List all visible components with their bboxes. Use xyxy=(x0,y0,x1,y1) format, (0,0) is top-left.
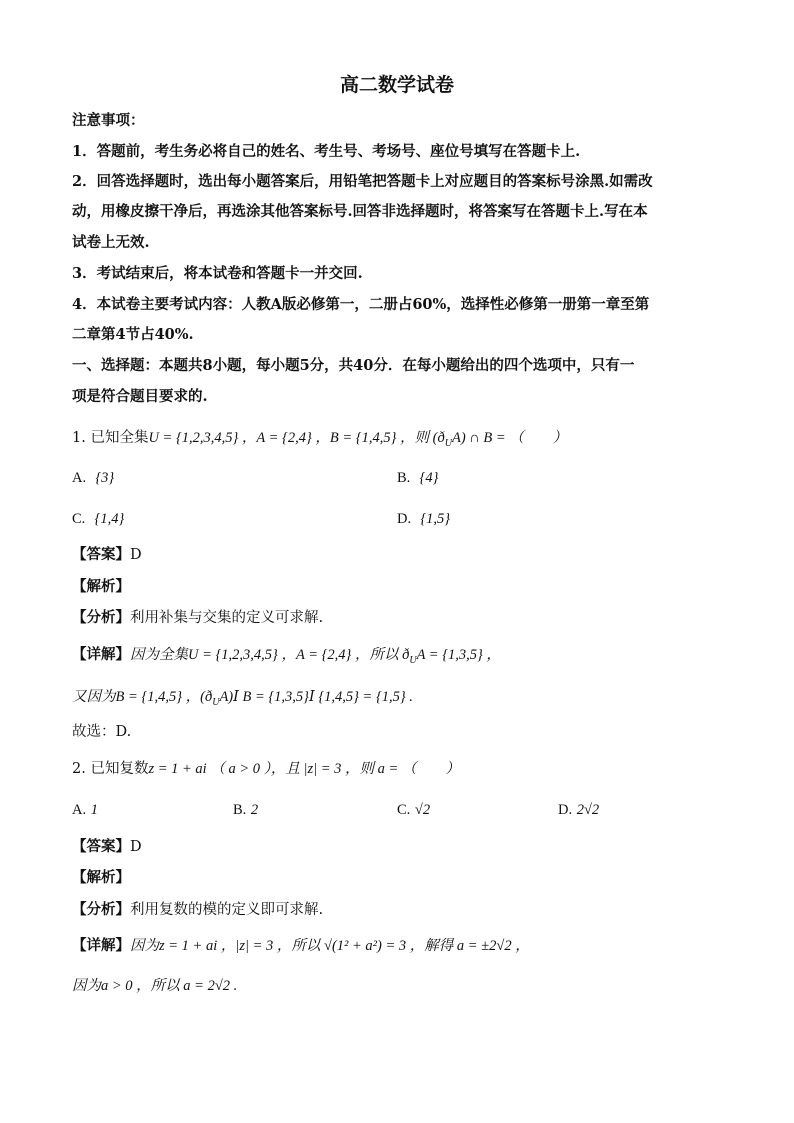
question-2-xiangjie xyxy=(72,936,530,956)
option-label: B. xyxy=(397,470,411,486)
xiangjie-text-2: 因为a > 0 ，所以 a = 2√2 . xyxy=(72,978,238,994)
xiangjie-text: 因为全集U = {1,2,3,4,5} ，A = {2,4} ，所以 ð xyxy=(130,647,410,663)
question-1-expr: U = {1,2,3,4,5} ，A = {2,4} ，B = {1,4,5} ，则 (ð xyxy=(148,430,445,446)
notice-item: 二章第4节占40%. xyxy=(72,326,194,343)
option-value: {1,4} xyxy=(94,511,125,527)
option-label: C. xyxy=(397,802,411,818)
xiangjie-tag: 【详解】 xyxy=(72,937,130,954)
notice-item: 4．本试卷主要考试内容：人教A版必修第一，二册占60%，选择性必修第一册第一章至第 xyxy=(72,296,650,313)
answer-tag: 【答案】 xyxy=(72,546,130,563)
notice-item: 3．考试结束后，将本试卷和答题卡一并交回. xyxy=(72,265,363,282)
question-2-option-a xyxy=(72,800,98,820)
notice-item: 动，用橡皮擦干净后，再选涂其他答案标号.回答非选择题时，将答案写在答题卡上.写在本 xyxy=(72,203,648,220)
question-1-conclusion: 故选：D. xyxy=(72,724,132,740)
question-2-option-c xyxy=(397,800,430,820)
question-1-fenxi xyxy=(72,608,323,628)
notice-item: 2．回答选择题时，选出每小题答案后，用铅笔把答题卡上对应题目的答案标号涂黑.如需改 xyxy=(72,173,653,190)
answer-value: D xyxy=(130,547,142,563)
xiangjie-end: A = {1,3,5} ， xyxy=(416,647,501,663)
question-1-stem xyxy=(72,428,567,454)
option-value: 1 xyxy=(90,802,98,818)
analysis-tag: 【解析】 xyxy=(72,869,130,886)
option-label: B. xyxy=(233,802,247,818)
fenxi-tag: 【分析】 xyxy=(72,609,130,626)
page-title: 高二数学试卷 xyxy=(339,74,454,96)
section-heading-cont: 项是符合题目要求的. xyxy=(72,388,208,405)
question-2-expr: z = 1 + ai （ a > 0 ），且 |z| = 3 ，则 a = （ ） xyxy=(148,761,460,777)
question-1-option-a xyxy=(72,468,114,488)
analysis-tag: 【解析】 xyxy=(72,578,130,595)
question-1-sub: U xyxy=(444,437,452,449)
option-value: 2 xyxy=(250,802,259,818)
xiangjie-text-2a: 又因为B = {1,4,5} ，(ð xyxy=(72,689,213,705)
question-1-prefix: 1. 已知全集 xyxy=(72,430,149,446)
question-2-answer xyxy=(72,837,142,857)
option-value: {4} xyxy=(419,470,439,486)
fenxi-tag: 【分析】 xyxy=(72,901,130,918)
option-label: D. xyxy=(397,511,412,527)
question-2-fenxi xyxy=(72,900,323,920)
xiangjie-tag: 【详解】 xyxy=(72,646,130,663)
question-1-expr2: A) ∩ B = （ ） xyxy=(451,430,568,446)
question-1-option-d xyxy=(397,509,450,529)
xiangjie-sub-2: U xyxy=(212,696,220,708)
xiangjie-text-2b: A)Ⅰ B = {1,3,5}Ⅰ {1,4,5} = {1,5} . xyxy=(219,689,413,705)
question-2-prefix: 2. 已知复数 xyxy=(72,761,149,777)
question-1-option-c xyxy=(72,509,124,529)
option-value: 2√2 xyxy=(576,802,600,818)
question-2-xiangjie-2 xyxy=(72,976,237,996)
notice-heading: 注意事项： xyxy=(72,112,145,129)
option-label: C. xyxy=(72,511,86,527)
notice-item: 1．答题前，考生务必将自己的姓名、考生号、考场号、座位号填写在答题卡上. xyxy=(72,143,581,160)
answer-tag: 【答案】 xyxy=(72,838,130,855)
question-1-answer xyxy=(72,545,142,565)
notice-item: 试卷上无效. xyxy=(72,234,150,251)
option-value: {3} xyxy=(95,470,115,486)
option-value: {1,5} xyxy=(420,511,451,527)
question-1-option-b xyxy=(397,468,438,488)
option-label: A. xyxy=(72,470,87,486)
question-2-stem xyxy=(72,759,460,779)
option-label: D. xyxy=(558,802,573,818)
question-1-xiangjie xyxy=(72,645,501,671)
option-label: A. xyxy=(72,802,87,818)
xiangjie-text: 因为z = 1 + ai ，|z| = 3 ，所以 √(1² + a²) = 3 ，解得 a = ±2√2 ， xyxy=(130,938,530,954)
section-heading: 一、选择题：本题共8小题，每小题5分，共40分．在每小题给出的四个选项中，只有一 xyxy=(72,357,635,374)
xiangjie-sub: U xyxy=(409,654,417,666)
question-2-option-b xyxy=(233,800,258,820)
question-1-analysis-tag xyxy=(72,577,130,597)
question-2-analysis-tag xyxy=(72,868,130,888)
answer-value: D xyxy=(130,839,142,855)
option-value: √2 xyxy=(414,802,431,818)
fenxi-text: 利用复数的模的定义即可求解. xyxy=(130,902,324,918)
question-1-xiangjie-2 xyxy=(72,687,413,713)
question-2-option-d xyxy=(558,800,599,820)
fenxi-text: 利用补集与交集的定义可求解. xyxy=(130,610,324,626)
